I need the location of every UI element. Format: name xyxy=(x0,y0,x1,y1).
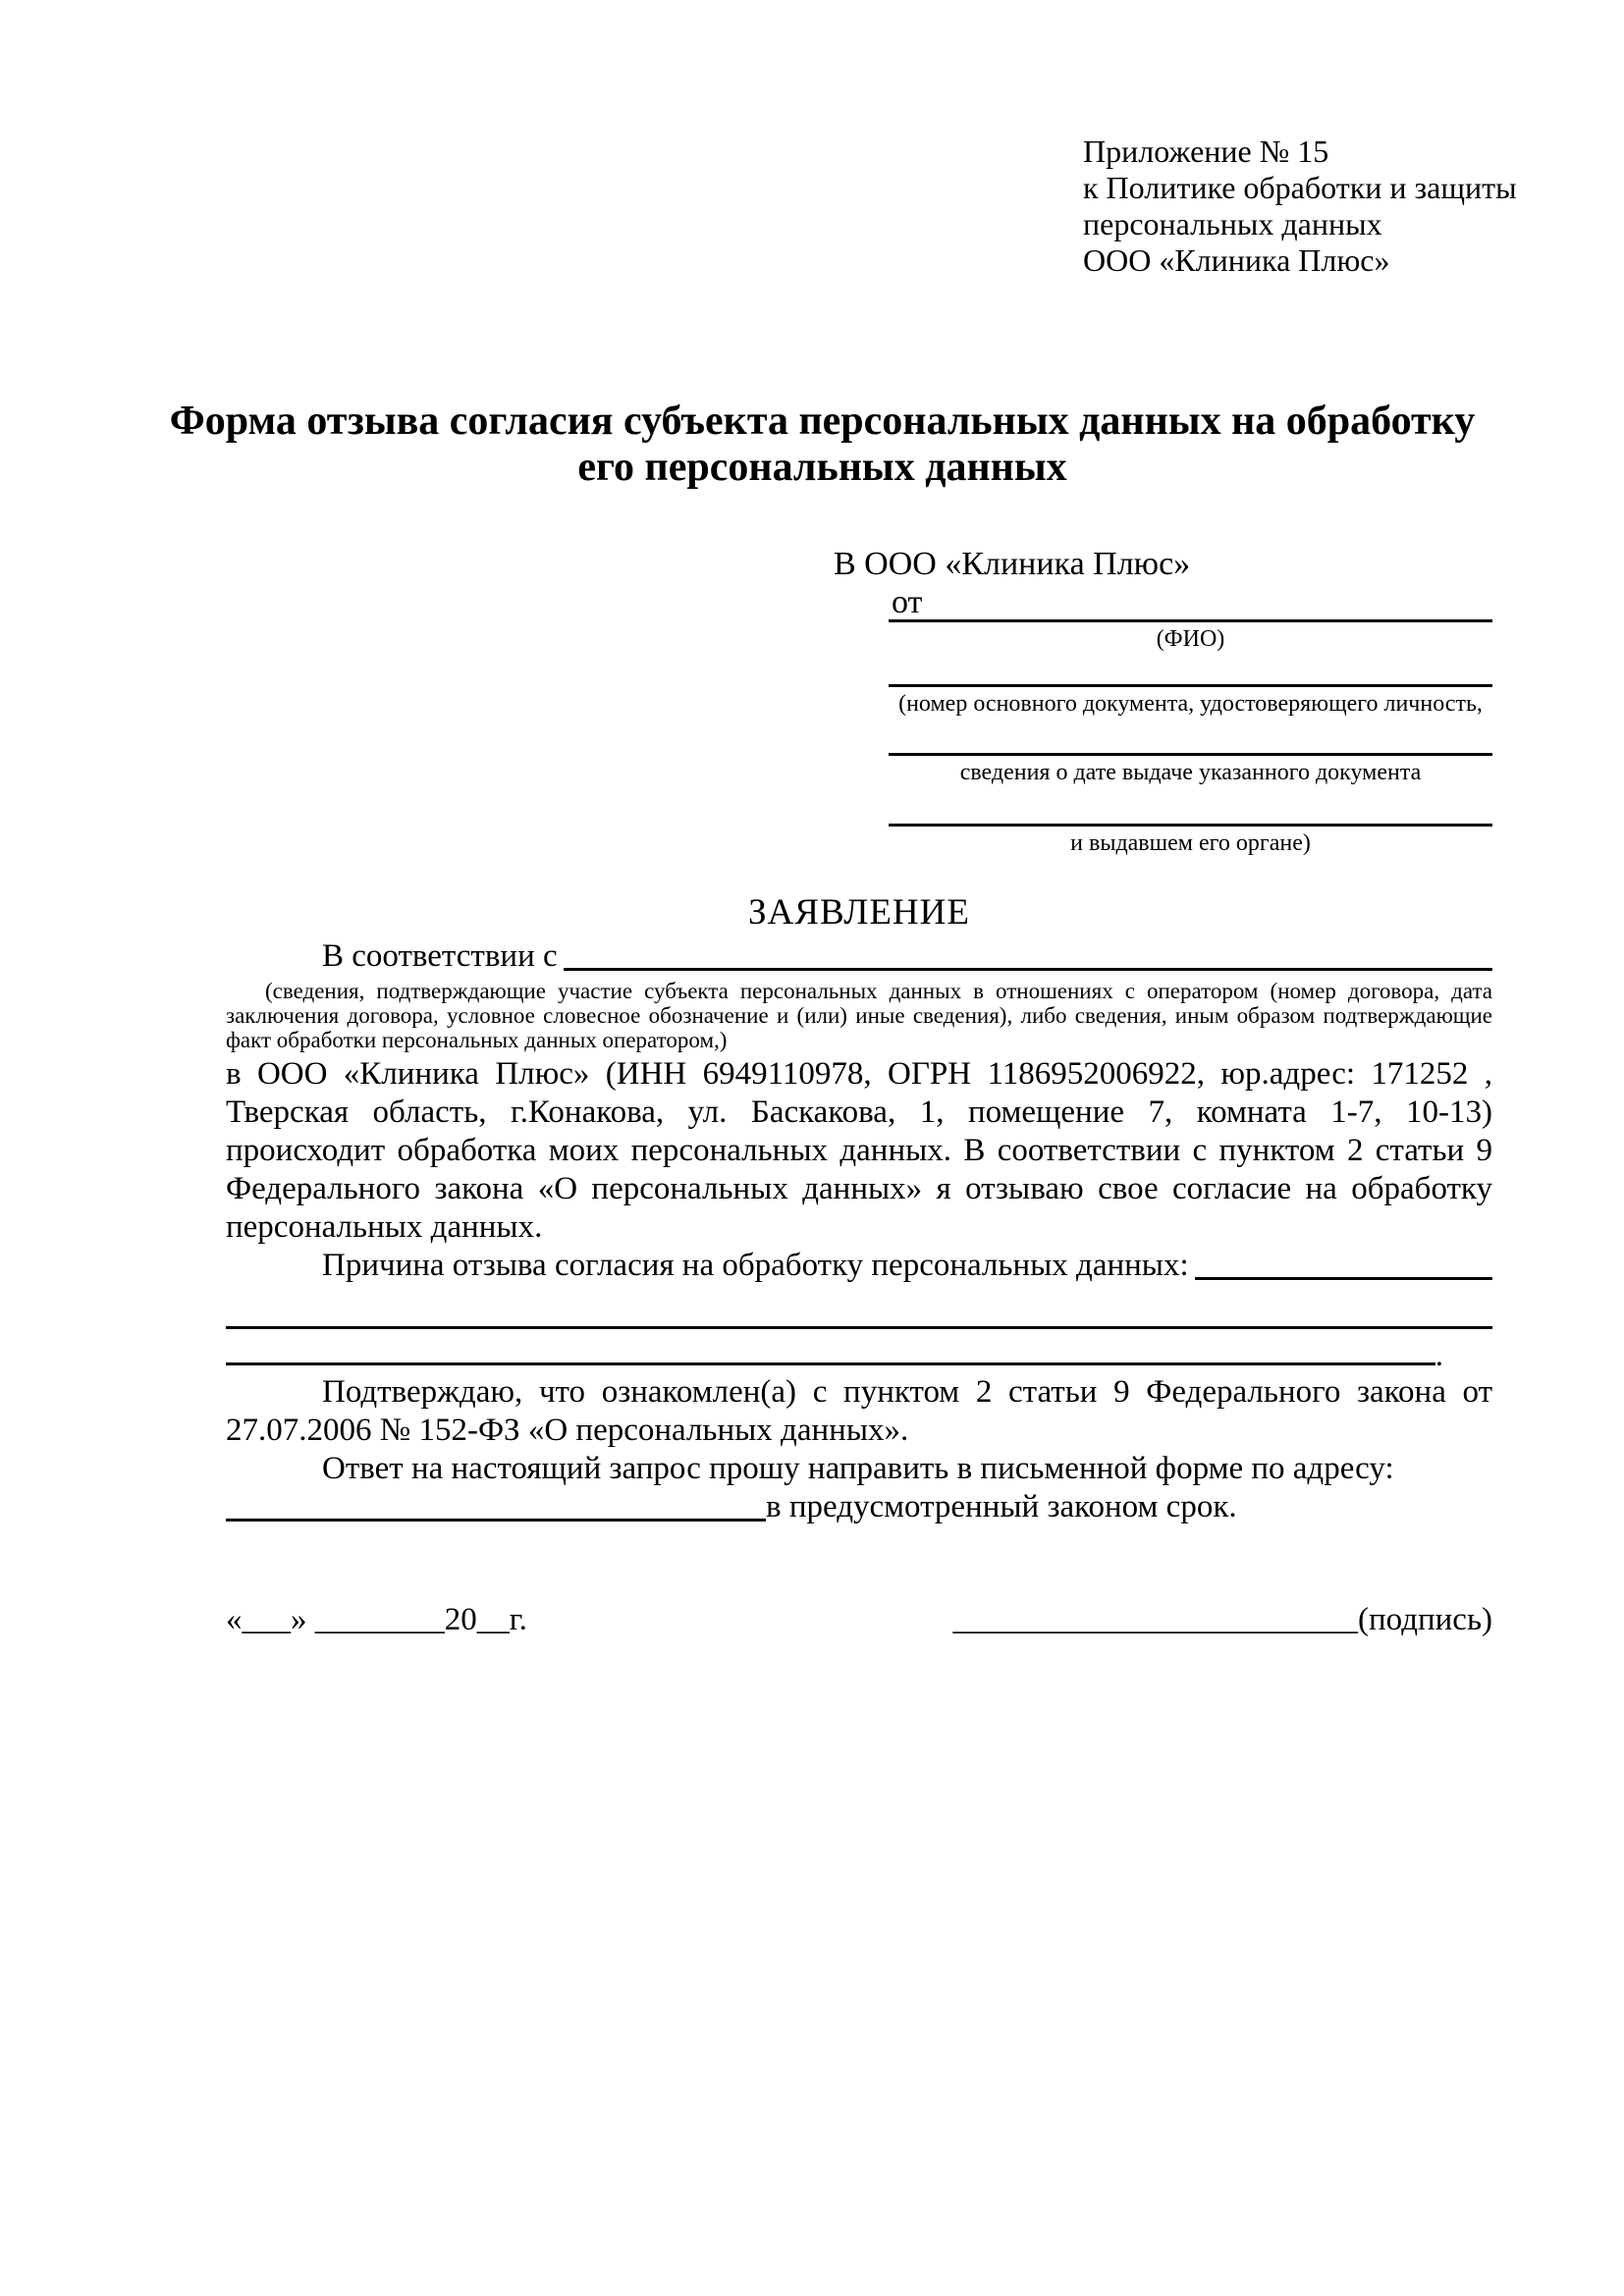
statement-heading: ЗАЯВЛЕНИЕ xyxy=(748,892,970,933)
signature-caption: (подпись) xyxy=(1358,1602,1492,1637)
form-title-line-1: Форма отзыва согласия субъекта персональных данных на обработку xyxy=(169,399,1476,444)
intro-note: (сведения, подтверждающие участие субъекта персональных данных в отношениях с оператором (номер договора, дата заключения договора, условное словесное обозначение и (или) иные сведения), либо сведения, иным образом подтверждающие факт обработки персональных данных оператором,) xyxy=(226,979,1492,1052)
appendix-header xyxy=(1083,133,1517,279)
addressee-block xyxy=(834,542,1492,863)
issuer-caption: и выдавшем его органе) xyxy=(1070,830,1311,856)
intro-prefix: В соответствии с xyxy=(322,938,558,974)
signature-blank-line[interactable]: _________________________ xyxy=(952,1602,1358,1637)
blank-line-terminator: . xyxy=(1435,1338,1443,1373)
appendix-line: Приложение № 15 xyxy=(1083,133,1329,169)
reason-blank-line-3[interactable] xyxy=(226,1329,1435,1365)
appendix-line: персональных данных xyxy=(1083,206,1382,241)
reason-blank-line-2[interactable] xyxy=(226,1285,1492,1329)
statement-body-block xyxy=(226,937,1492,1526)
reason-blank-row-3 xyxy=(226,1329,1492,1373)
form-title xyxy=(154,399,1490,491)
form-title-line-2: его персональных данных xyxy=(577,445,1067,490)
date-blank-field[interactable]: «___» ________20__г. xyxy=(226,1602,527,1637)
reply-row xyxy=(226,1488,1492,1526)
doc-number-caption: (номер основного документа, удостоверяющего личность, xyxy=(898,691,1483,717)
appendix-line: ООО «Клиника Плюс» xyxy=(1083,242,1390,278)
statement-paragraph: в ООО «Клиника Плюс» (ИНН 6949110978, ОГРН 1186952006922, юр.адрес: 171252 , Тверская область, г.Конакова, ул. Баскакова, 1, помещение 7, комната 1-7, 10-13) происходит обработка моих персональных данных. В соответствии с пунктом 2 статьи 9 Федерального закона «О персональных данных» я отзываю свое согласие на обработку персональных данных. xyxy=(226,1056,1492,1245)
addressee-from-label: от xyxy=(892,584,923,620)
reply-suffix: в предусмотренный законом срок. xyxy=(766,1489,1237,1524)
confirmation-paragraph: Подтверждаю, что ознакомлен(а) с пунктом 2 статьи 9 Федерального закона от 27.07.2006 № 152-ФЗ «О персональных данных». xyxy=(226,1374,1492,1448)
intro-blank-line[interactable] xyxy=(564,937,1492,971)
fio-caption: (ФИО) xyxy=(1156,626,1225,652)
signature-group xyxy=(953,1600,1493,1639)
appendix-line: к Политике обработки и защиты xyxy=(1083,170,1517,205)
reason-blank-line[interactable] xyxy=(1195,1247,1492,1280)
reason-prefix: Причина отзыва согласия на обработку персональных данных: xyxy=(322,1248,1189,1283)
intro-row xyxy=(226,937,1492,976)
reply-address-blank-line[interactable] xyxy=(226,1488,766,1522)
addressee-organization: В ООО «Клиника Плюс» xyxy=(834,546,1191,582)
issue-date-caption: сведения о дате выдаче указанного документа xyxy=(959,760,1422,785)
reason-row xyxy=(226,1247,1492,1285)
footer-row xyxy=(226,1600,1492,1639)
reply-prefix: Ответ на настоящий запрос прошу направить в письменной форме по адресу: xyxy=(322,1451,1394,1486)
